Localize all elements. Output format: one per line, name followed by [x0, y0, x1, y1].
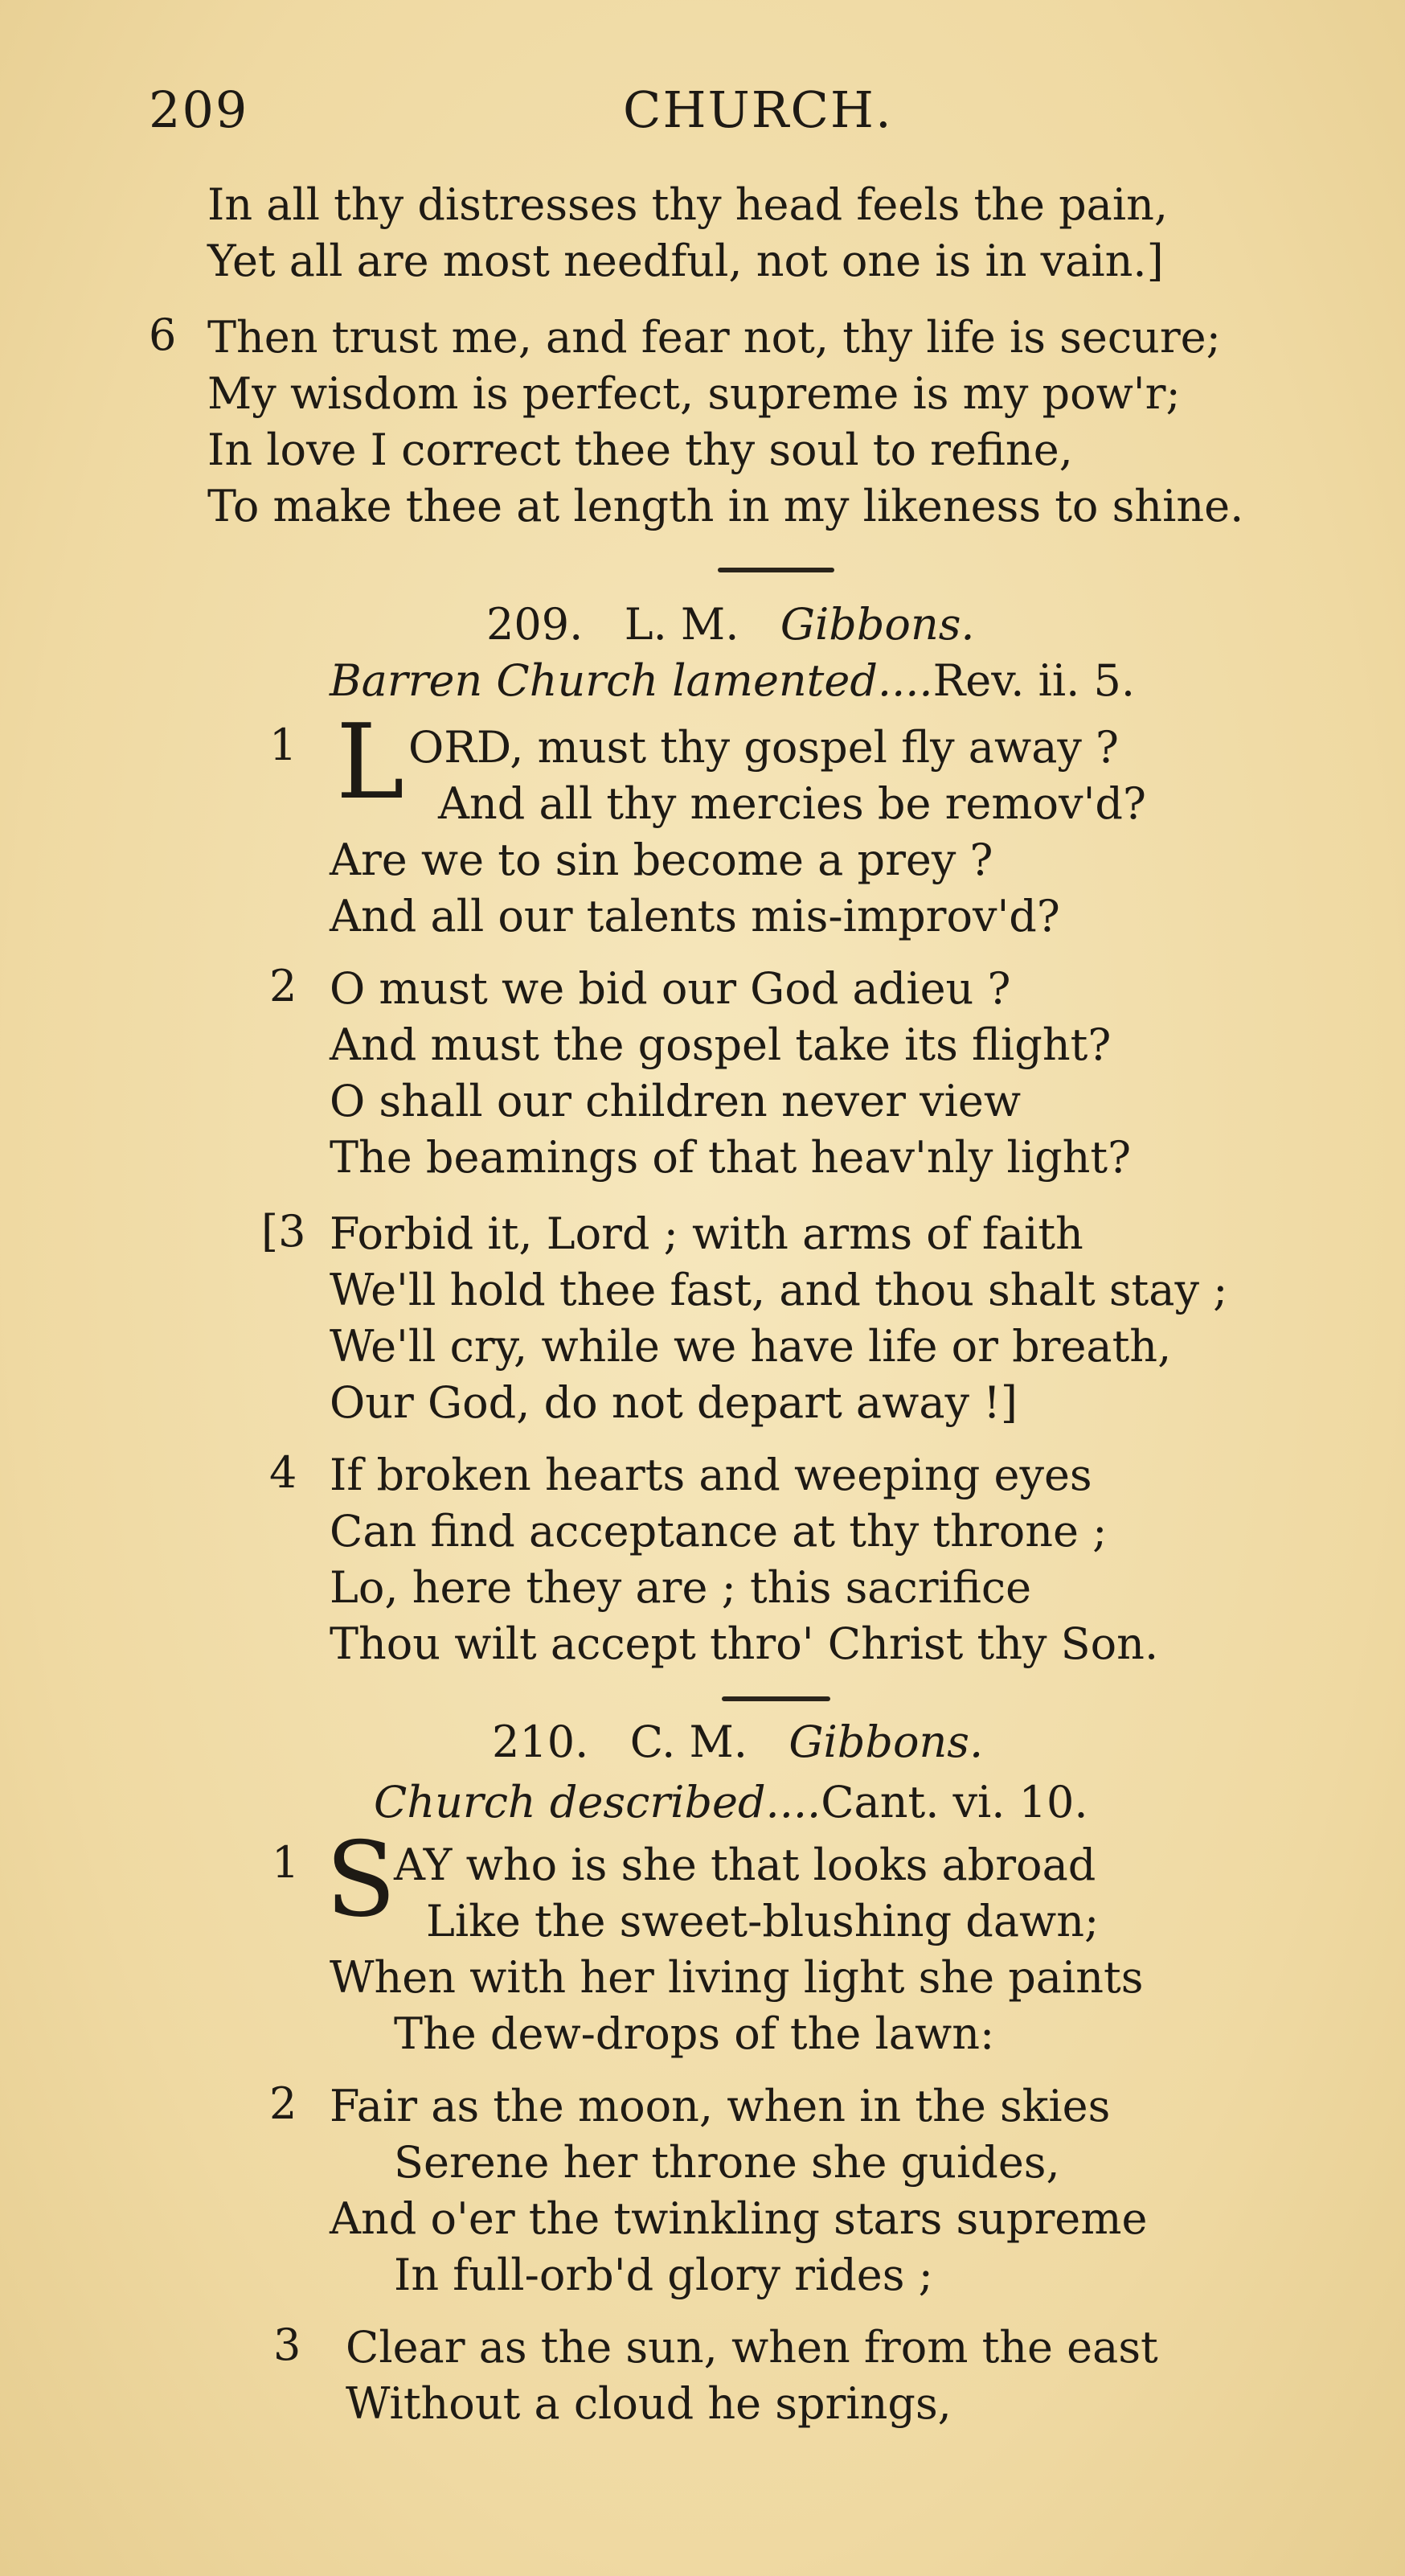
verse-line: And all our talents mis-improv'd? [330, 891, 1060, 941]
verse-line: When with her living light she paints [330, 1952, 1144, 2003]
verse-line: Can find acceptance at thy throne ; [330, 1506, 1108, 1557]
hymn-number: 209. [486, 599, 584, 650]
verse-line: The beamings of that heav'nly light? [330, 1132, 1132, 1183]
verse-line: Without a cloud he springs, [346, 2378, 952, 2429]
hymn-meter: C. M. [629, 1717, 748, 1767]
hymn-author: Gibbons. [780, 599, 975, 650]
verse-line: O must we bid our God adieu ? [330, 963, 1011, 1014]
hymn-210-subject [374, 1777, 1088, 1827]
verse-number: 6 [149, 310, 177, 360]
verse-line: Fair as the moon, when in the skies [330, 2081, 1111, 2131]
verse-line: Serene her throne she guides, [394, 2137, 1060, 2188]
verse-line: And o'er the twinkling stars supreme [330, 2193, 1148, 2244]
verse-line: We'll hold thee fast, and thou shalt stay ; [330, 1265, 1228, 1315]
drop-cap: L [336, 703, 404, 822]
hymn-209-subject [330, 655, 1135, 706]
verse-line: Then trust me, and fear not, thy life is secure; [207, 312, 1221, 363]
continuation-line: In all thy distresses thy head feels the pain, [207, 179, 1169, 230]
verse-line: O shall our children never view [330, 1076, 1022, 1126]
scripture-reference: Rev. ii. 5. [932, 655, 1136, 706]
verse-line: ORD, must thy gospel fly away ? [408, 722, 1120, 773]
verse-line: We'll cry, while we have life or breath, [330, 1321, 1172, 1372]
verse-line: Forbid it, Lord ; with arms of faith [330, 1208, 1083, 1259]
continuation-line: Yet all are most needful, not one is in vain.] [207, 236, 1164, 286]
verse-number: 3 [273, 2320, 301, 2370]
verse-number: 2 [269, 961, 297, 1011]
hymn-meter: L. M. [624, 599, 739, 650]
verse-line: In love I correct thee thy soul to refine, [207, 425, 1073, 475]
verse-line: Lo, here they are ; this sacrifice [330, 1562, 1032, 1613]
verse-number: [3 [261, 1206, 306, 1257]
scripture-reference: Cant. vi. 10. [821, 1777, 1088, 1827]
section-divider [722, 1696, 830, 1701]
verse-line: In full-orb'd glory rides ; [394, 2250, 933, 2300]
hymn-author: Gibbons. [789, 1717, 984, 1767]
verse-line: Like the sweet-blushing dawn; [426, 1896, 1100, 1946]
verse-line: And must the gospel take its flight? [330, 1019, 1112, 1070]
hymn-209-heading [486, 599, 975, 650]
verse-number: 4 [269, 1447, 297, 1498]
page-number: 209 [149, 80, 249, 139]
section-divider [718, 568, 834, 572]
verse-number: 2 [269, 2078, 297, 2129]
verse-line: AY who is she that looks abroad [394, 1840, 1096, 1890]
running-title: CHURCH. [623, 80, 893, 139]
hymn-210-heading [492, 1717, 983, 1767]
verse-number: 1 [269, 720, 297, 770]
verse-number: 1 [272, 1837, 300, 1888]
verse-line: My wisdom is perfect, supreme is my pow'r; [207, 368, 1181, 419]
drop-cap: S [326, 1820, 396, 1940]
verse-line: To make thee at length in my likeness to shine. [207, 481, 1244, 531]
verse-line: Clear as the sun, when from the east [346, 2322, 1158, 2373]
verse-line: Are we to sin become a prey ? [330, 835, 993, 885]
verse-line: The dew-drops of the lawn: [394, 2008, 995, 2059]
verse-line: Our God, do not depart away !] [330, 1377, 1018, 1428]
hymn-subject: Barren Church lamented.... [330, 655, 933, 706]
verse-line: If broken hearts and weeping eyes [330, 1450, 1092, 1500]
hymn-number: 210. [492, 1717, 589, 1767]
verse-line: And all thy mercies be remov'd? [438, 778, 1146, 829]
hymn-subject: Church described.... [374, 1777, 821, 1827]
verse-line: Thou wilt accept thro' Christ thy Son. [330, 1618, 1159, 1669]
